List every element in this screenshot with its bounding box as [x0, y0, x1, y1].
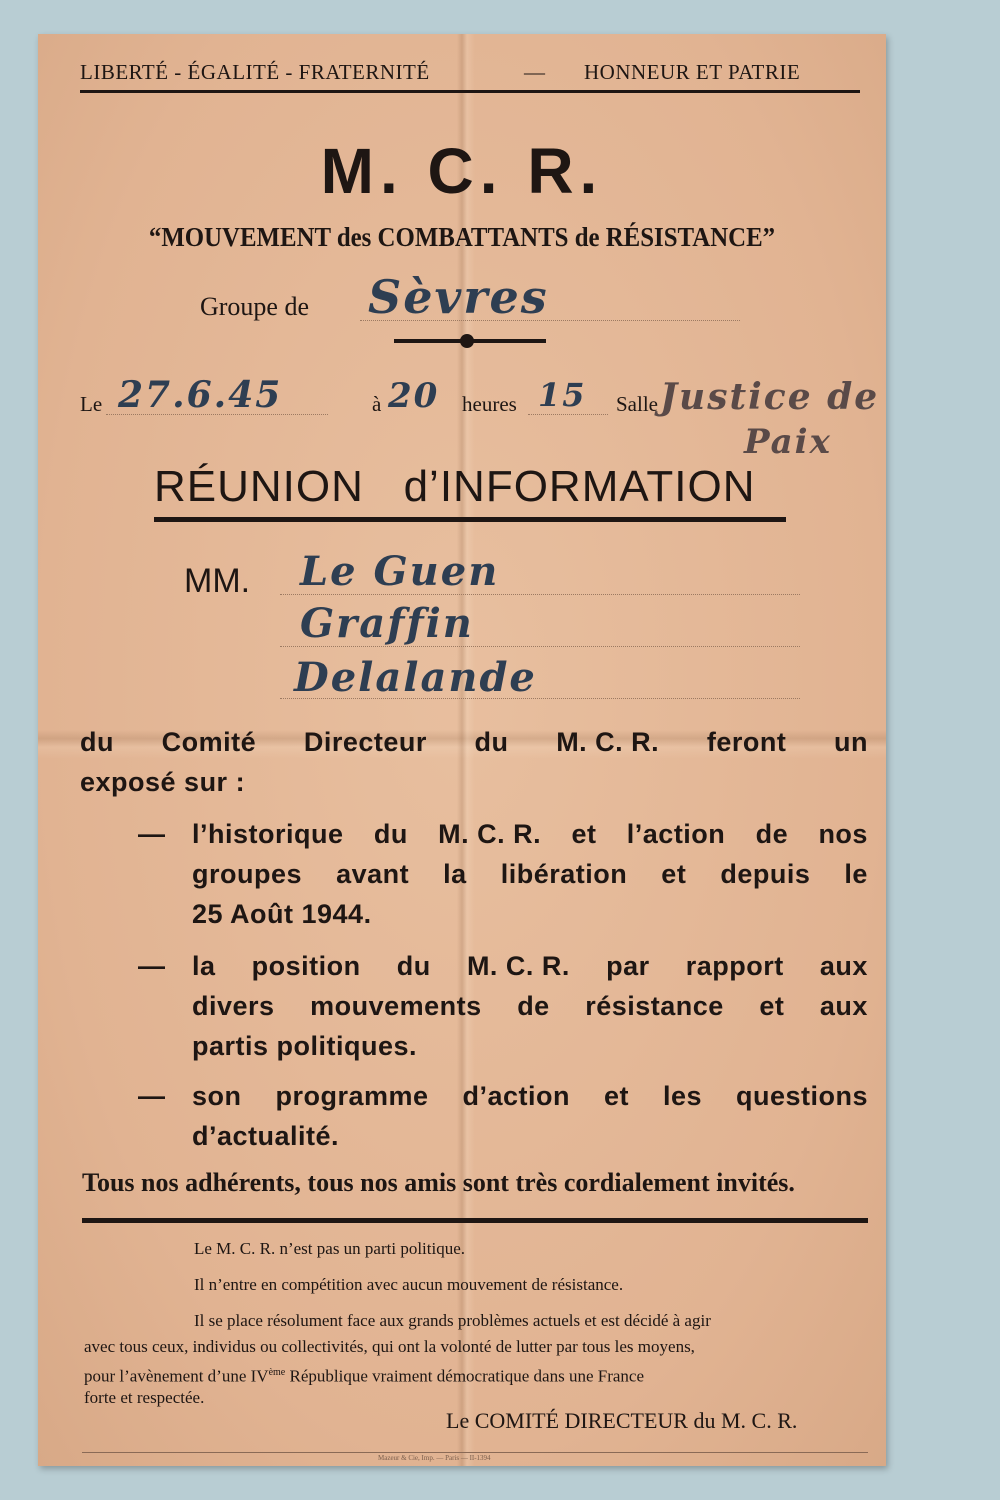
room-value-line1: Justice de: [660, 376, 880, 418]
room-value-line2: Paix: [744, 422, 832, 462]
topic-word: questions: [735, 1081, 868, 1111]
group-value: Sèvres: [368, 270, 549, 324]
footer-line-3: Il se place résolument face aux grands problèmes actuels et est décidé à agir: [194, 1311, 711, 1330]
topic-word: groupes: [192, 859, 303, 889]
topic-2-line-3: partis politiques.: [192, 1031, 418, 1061]
topic-word: programme: [275, 1081, 429, 1111]
speakers-label: MM.: [184, 562, 251, 600]
topic-word: et: [571, 819, 597, 849]
invitation-line: Tous nos adhérents, tous nos amis sont très cordialement invités.: [82, 1168, 795, 1197]
motto-separator: —: [524, 60, 546, 84]
minute-value: 15: [538, 376, 587, 414]
topic-word: par: [606, 951, 650, 981]
poster: [38, 34, 886, 1466]
group-label: Groupe de: [200, 292, 310, 321]
topic-word: l’historique: [192, 819, 344, 849]
footer-rule: [82, 1218, 868, 1223]
topic-word: la: [192, 951, 216, 981]
date-value: 27.6.45: [118, 374, 283, 416]
footer-line-5-part-1: pour l’avènement d’une IV: [84, 1366, 269, 1386]
topic-word: les: [662, 1081, 703, 1111]
topic-word: depuis: [720, 859, 811, 889]
intro-word: feront: [706, 727, 787, 757]
intro-word: Directeur: [303, 727, 427, 757]
topic-word: du: [373, 819, 408, 849]
topic-word: son: [192, 1081, 242, 1111]
intro-word: Comité: [161, 727, 257, 757]
movement-full-name: “MOUVEMENT des COMBATTANTS de RÉSISTANCE”: [148, 222, 776, 252]
topic-word: de: [755, 819, 789, 849]
topic-word: M. C. R.: [466, 951, 570, 981]
intro-line-2: exposé sur :: [80, 767, 246, 797]
footer-line-6: forte et respectée.: [84, 1388, 205, 1407]
topic-word: de: [517, 991, 550, 1021]
acronym-title: M. C. R.: [320, 135, 604, 207]
motto-right: HONNEUR ET PATRIE: [584, 60, 801, 84]
printer-line: Mazeur & Cie, Imp. — Paris — II-1394: [378, 1454, 491, 1462]
topic-word: avant: [336, 859, 410, 889]
topic-3-line-1: [192, 1076, 868, 1116]
footer-line-4: avec tous ceux, individus ou collectivités, qui ont la volonté de lutter par tous les moyens,: [84, 1337, 695, 1356]
motto-left: LIBERTÉ - ÉGALITÉ - FRATERNITÉ: [80, 60, 430, 84]
topic-word: du: [396, 951, 431, 981]
intro-word: M. C. R.: [556, 727, 660, 757]
speaker-name-3: Delalande: [294, 654, 537, 701]
heading-rule: [154, 517, 786, 522]
topic-word: position: [251, 951, 361, 981]
topic-2-line-1: [192, 946, 868, 986]
hours-label: heures: [462, 392, 517, 416]
topic-word: et: [603, 1081, 629, 1111]
topic-1-dash: —: [138, 819, 166, 849]
minutes-dotted-line: [528, 414, 608, 415]
topic-word: nos: [818, 819, 868, 849]
topic-2-line-2: [192, 986, 868, 1026]
signature: Le COMITÉ DIRECTEUR du M. C. R.: [446, 1408, 798, 1433]
header-rule: [80, 90, 860, 93]
topic-word: mouvements: [310, 991, 482, 1021]
footer-line-2: Il n’entre en compétition avec aucun mouvement de résistance.: [194, 1275, 624, 1294]
topic-word: la: [443, 859, 467, 889]
printer-rule: [82, 1452, 868, 1453]
topic-1-line-2: [192, 854, 868, 894]
topic-word: M. C. R.: [438, 819, 542, 849]
topic-3-line-2: d’actualité.: [192, 1121, 340, 1151]
topic-word: libération: [500, 859, 628, 889]
time-prefix: à: [372, 392, 382, 416]
topic-word: d’action: [462, 1081, 571, 1111]
footer-superscript: ème: [268, 1367, 286, 1378]
topic-word: aux: [819, 951, 868, 981]
topic-1-line-1: [192, 814, 868, 854]
topic-word: divers: [192, 991, 275, 1021]
date-label: Le: [80, 392, 103, 416]
intro-word: du: [80, 727, 114, 757]
topic-word: et: [661, 859, 687, 889]
topic-word: et: [759, 991, 785, 1021]
speaker-name-2: Graffin: [300, 600, 474, 647]
reunion-heading: RÉUNION d’INFORMATION: [154, 462, 756, 511]
hour-value: 20: [388, 376, 440, 416]
topic-word: le: [844, 859, 868, 889]
topic-word: aux: [819, 991, 868, 1021]
intro-line-1: [80, 722, 868, 762]
topic-word: résistance: [585, 991, 724, 1021]
topic-1-line-3: 25 Août 1944.: [192, 899, 372, 929]
footer-line-5-part-2: République vraiment démocratique dans une France: [285, 1366, 645, 1386]
room-label: Salle: [616, 392, 658, 416]
topic-word: l’action: [626, 819, 726, 849]
footer-line-1: Le M. C. R. n’est pas un parti politique.: [194, 1239, 466, 1258]
topic-3-dash: —: [138, 1081, 166, 1111]
intro-word: un: [834, 727, 868, 757]
topic-word: rapport: [685, 951, 784, 981]
ornament-dot: [460, 334, 474, 348]
speaker-name-1: Le Guen: [300, 548, 500, 595]
topic-2-dash: —: [138, 951, 166, 981]
intro-word: du: [474, 727, 509, 757]
